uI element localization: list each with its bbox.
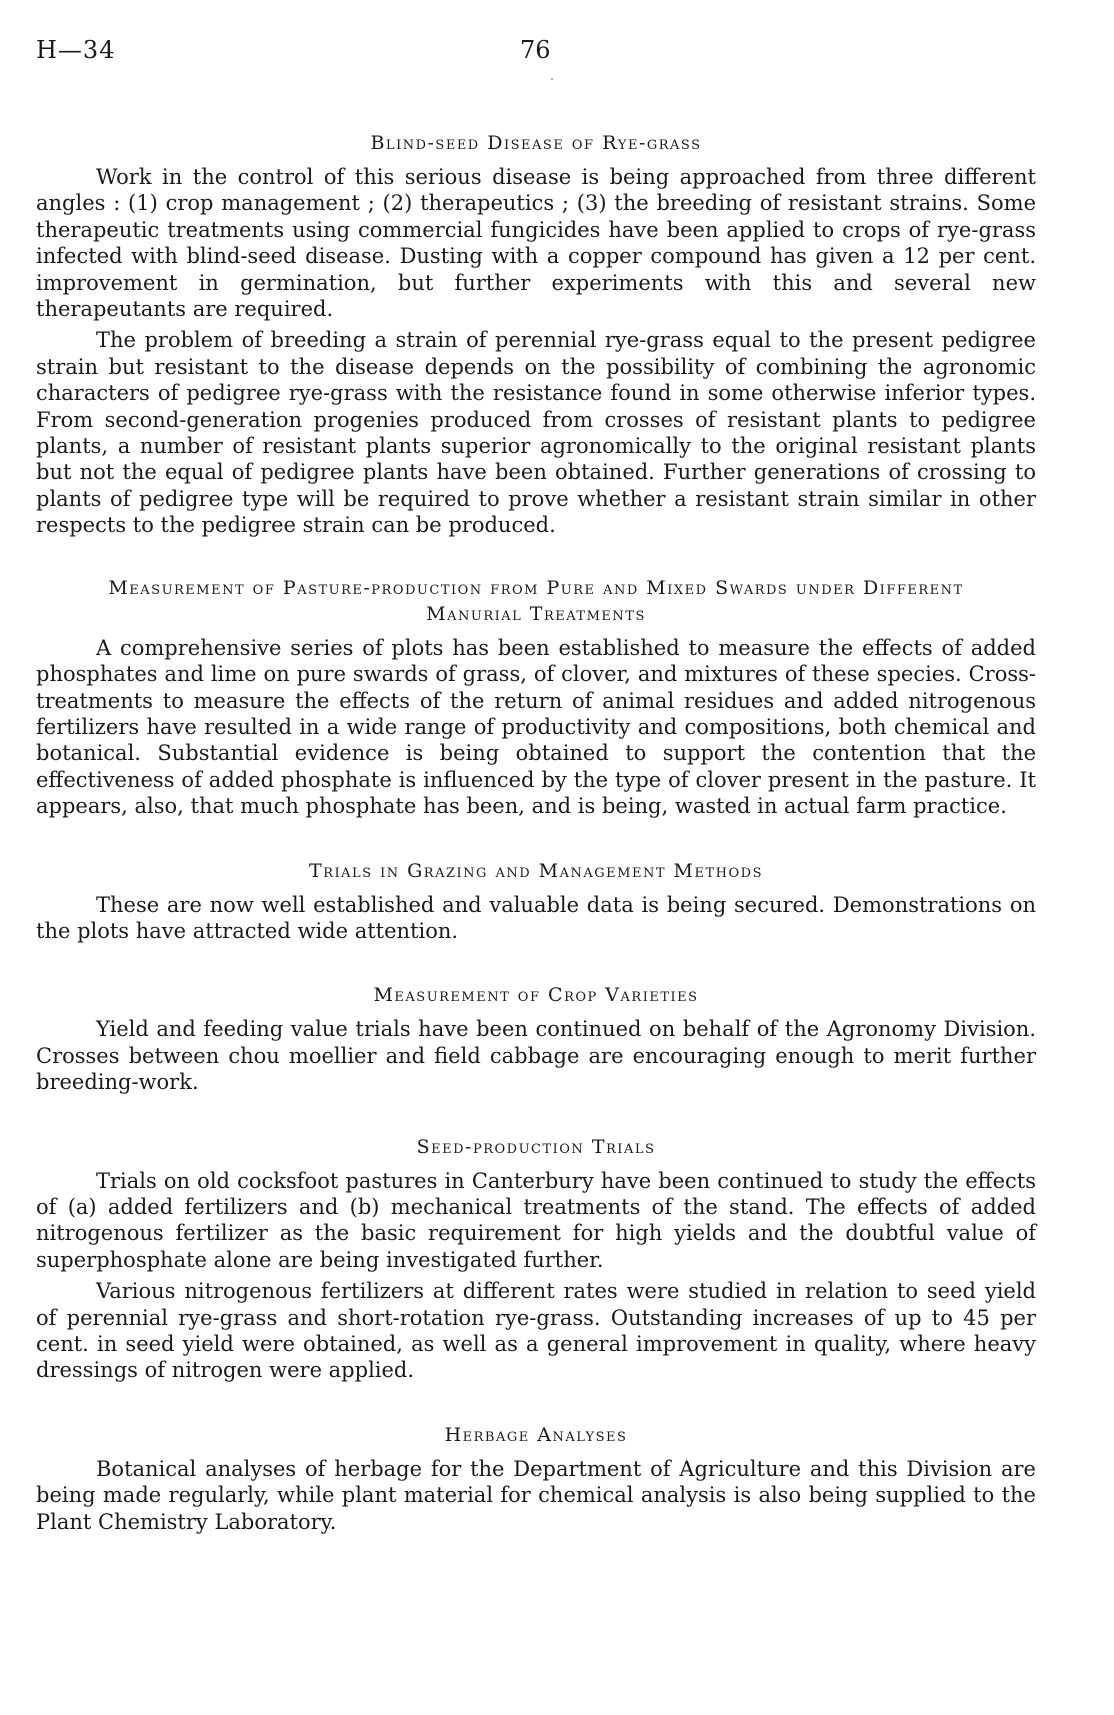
section-blind-seed-disease (36, 130, 1036, 539)
paragraph: A comprehensive series of plots has been established to measure the effects of added phosphates and lime on pure swards of grass, of clover, and mixtures of these species. Cross-treatments to measure the effects of the return of animal residues and added nitrogenous fertilizers have resulted in a wide range of productivity and compositions, both chemical and botanical. Substantial evidence is being obtained to support the contention that the effectiveness of added phosphate is influenced by the type of clover present in the pasture. It appears, also, that much phosphate has been, and is being, wasted in actual farm practice. (36, 635, 1036, 819)
paragraph: Trials on old cocksfoot pastures in Canterbury have been continued to study the effects of (a) added fertilizers and (b) mechanical treatments of the stand. The effects of added nitrogenous fertilizer as the basic requirement for high yields and the doubtful value of superphosphate alone are being investigated further. (36, 1168, 1036, 1272)
section-heading: Herbage Analyses (444, 1423, 628, 1446)
document-page (36, 30, 1036, 1535)
page-header (36, 30, 1036, 70)
document-reference: H—34 (36, 36, 116, 64)
section-crop-varieties (36, 982, 1036, 1095)
section-heading: Trials in Grazing and Management Methods (309, 859, 763, 882)
paragraph: Various nitrogenous fertilizers at different rates were studied in relation to seed yield of perennial rye-grass and short-rotation rye-grass. Outstanding increases of up to 45 per cent. in seed yield were obtained, as well as a general improvement in quality, where heavy dressings of nitrogen were applied. (36, 1279, 1036, 1383)
section-herbage-analyses (36, 1422, 1036, 1535)
page-number: 76 (520, 36, 551, 64)
section-grazing-trials (36, 858, 1036, 945)
section-heading: Blind-seed Disease of Rye-grass (370, 132, 702, 154)
paragraph: Botanical analyses of herbage for the Department of Agriculture and this Division are being made regularly, while plant material for chemical analysis is also being supplied to the Plant Chemistry Laboratory. (36, 1456, 1036, 1534)
print-speck (551, 78, 553, 80)
section-seed-production (36, 1134, 1036, 1384)
paragraph: Work in the control of this serious disease is being approached from three different angles : (1) crop management ; (2) therapeutics ; (3) the breeding of resistant strains. Some therapeutic treatments using commercial fungicides have been applied to crops of rye-grass infected with blind-seed disease. Dusting with a copper compound has given a 12 per cent. improvement in germination, but further experiments with this and several new therapeutants are required. (36, 165, 1036, 322)
section-heading: Measurement of Pasture-production from Pure and Mixed Swards under Different Manurial Treatments (108, 576, 964, 625)
section-heading: Measurement of Crop Varieties (373, 984, 699, 1007)
section-heading: Seed-production Trials (416, 1135, 656, 1158)
section-pasture-production (36, 575, 1036, 820)
paragraph: Yield and feeding value trials have been continued on behalf of the Agronomy Division. Crosses between chou moellier and field cabbage are encouraging enough to merit further breeding-work. (36, 1017, 1036, 1095)
paragraph: The problem of breeding a strain of perennial rye-grass equal to the present pedigree strain but resistant to the disease depends on the possibility of combining the agronomic characters of pedigree rye-grass with the resistance found in some otherwise inferior types. From second-generation progenies produced from crosses of resistant plants to pedigree plants, a number of resistant plants superior agronomically to the original resistant plants but not the equal of pedigree plants have been obtained. Further generations of crossing to plants of pedigree type will be required to prove whether a resistant strain similar in other respects to the pedigree strain can be produced. (36, 328, 1036, 538)
paragraph: These are now well established and valuable data is being secured. Demonstrations on the plots have attracted wide attention. (36, 892, 1036, 943)
